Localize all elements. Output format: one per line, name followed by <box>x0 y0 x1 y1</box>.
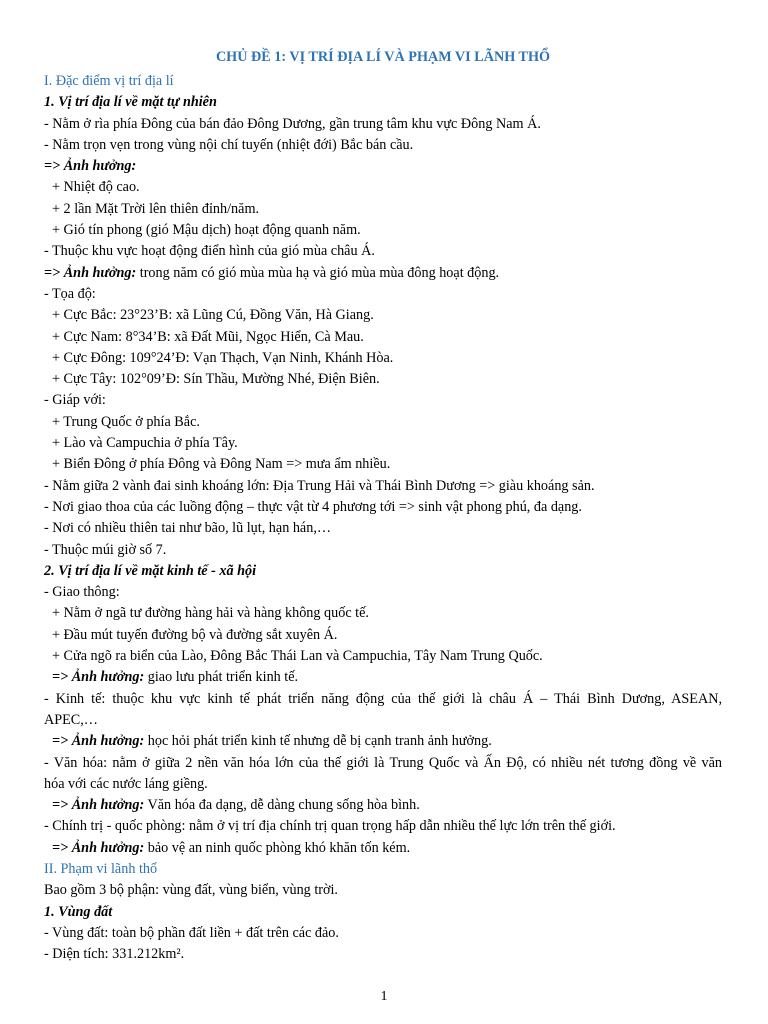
paragraph-line <box>44 156 722 177</box>
bullet-line: + Trung Quốc ở phía Bắc. <box>52 413 200 430</box>
bullet-line: + Đầu mút tuyến đường bộ và đường sắt xuyên Á. <box>52 626 338 643</box>
bullet-line: + Cửa ngõ ra biển của Lào, Đông Bắc Thái Lan và Campuchia, Tây Nam Trung Quốc. <box>52 648 543 665</box>
bullet-line: + Nhiệt độ cao. <box>52 179 140 196</box>
bullet-line: + Cực Đông: 109°24’Đ: Vạn Thạch, Vạn Ninh, Khánh Hòa. <box>52 349 394 366</box>
paragraph-line: - Thuộc khu vực hoạt động điển hình của gió mùa châu Á. <box>44 243 375 260</box>
subsection-heading: 1. Vùng đất <box>44 903 113 920</box>
paragraph-line: Bao gồm 3 bộ phận: vùng đất, vùng biển, vùng trời. <box>44 882 338 899</box>
section-heading: I. Đặc điểm vị trí địa lí <box>44 73 174 89</box>
paragraph-line: - Giao thông: <box>44 584 120 601</box>
document-page <box>44 44 722 965</box>
effect-label: => Ảnh hưởng: <box>52 669 145 686</box>
document-body <box>44 71 722 965</box>
effect-label: => Ảnh hưởng: <box>44 264 137 281</box>
section-heading: II. Phạm vi lãnh thổ <box>44 860 158 877</box>
line-text: trong năm có gió mùa mùa hạ và gió mùa mùa đông hoạt động. <box>136 264 500 281</box>
line-text: Văn hóa đa dạng, dễ dàng chung sống hòa bình. <box>144 797 420 814</box>
paragraph-line: - Nơi giao thoa của các luồng động – thực vật từ 4 phương tới => sinh vật phong phú, đa dạng. <box>44 498 582 515</box>
line-text: bảo vệ an ninh quốc phòng khó khăn tốn kém. <box>144 839 411 856</box>
bullet-line: + Cực Nam: 8°34’B: xã Đất Mũi, Ngọc Hiển, Cà Mau. <box>52 328 364 345</box>
paragraph-line: - Nằm giữa 2 vành đai sinh khoáng lớn: Địa Trung Hải và Thái Bình Dương => giàu khoáng sản. <box>44 477 595 494</box>
paragraph-line: - Diện tích: 331.212km². <box>44 946 185 963</box>
paragraph-line: - Nơi có nhiều thiên tai như bão, lũ lụt, hạn hán,… <box>44 520 332 537</box>
paragraph-line: - Tọa độ: <box>44 285 96 302</box>
paragraph-line: hóa với các nước láng giềng. <box>44 775 208 792</box>
effect-label: => Ảnh hưởng: <box>52 839 145 856</box>
bullet-line <box>44 731 722 752</box>
line-text: giao lưu phát triển kinh tế. <box>144 669 299 686</box>
bullet-line: + Cực Tây: 102°09’Đ: Sín Thầu, Mường Nhé, Điện Biên. <box>52 371 380 388</box>
paragraph-line: APEC,… <box>44 711 98 728</box>
bullet-line: + Biển Đông ở phía Đông và Đông Nam => mưa ẩm nhiều. <box>52 456 391 473</box>
paragraph-line: - Văn hóa: nằm ở giữa 2 nền văn hóa lớn của thế giới là Trung Quốc và Ấn Độ, có nhiều nét tương đồng về văn <box>44 754 722 771</box>
bullet-line <box>44 795 722 816</box>
bullet-line <box>44 838 722 859</box>
bullet-line: + Lào và Campuchia ở phía Tây. <box>52 435 238 452</box>
paragraph-line: - Chính trị - quốc phòng: nằm ở vị trí địa chính trị quan trọng hấp dẫn nhiều thế lực lớn trên thế giới. <box>44 818 616 835</box>
subsection-heading: 1. Vị trí địa lí về mặt tự nhiên <box>44 94 217 111</box>
document-title: CHỦ ĐỀ 1: VỊ TRÍ ĐỊA LÍ VÀ PHẠM VI LÃNH THỔ <box>215 49 551 65</box>
bullet-line: + Nằm ở ngã tư đường hàng hải và hàng không quốc tế. <box>52 605 369 622</box>
line-text: học hỏi phát triển kinh tế nhưng dễ bị cạnh tranh ảnh hưởng. <box>144 733 492 750</box>
effect-label: => Ảnh hưởng: <box>52 733 145 750</box>
page-number: 1 <box>380 989 388 1004</box>
paragraph-line: - Nằm ở rìa phía Đông của bán đảo Đông Dương, gần trung tâm khu vực Đông Nam Á. <box>44 115 541 132</box>
paragraph-line <box>44 263 722 284</box>
paragraph-line: - Nằm trọn vẹn trong vùng nội chí tuyến (nhiệt đới) Bắc bán cầu. <box>44 136 414 153</box>
bullet-line: + Gió tín phong (gió Mậu dịch) hoạt động quanh năm. <box>52 222 361 239</box>
paragraph-line: - Thuộc múi giờ số 7. <box>44 541 167 558</box>
paragraph-line: - Giáp với: <box>44 392 106 409</box>
paragraph-line: - Vùng đất: toàn bộ phần đất liền + đất trên các đảo. <box>44 924 339 941</box>
bullet-line <box>44 667 722 688</box>
effect-label: => Ảnh hưởng: <box>52 797 145 814</box>
paragraph-line: - Kinh tế: thuộc khu vực kinh tế phát triển năng động của thế giới là châu Á – Thái Bình Dương, ASEAN, <box>44 690 722 707</box>
effect-label: => Ảnh hưởng: <box>44 158 137 175</box>
subsection-heading: 2. Vị trí địa lí về mặt kinh tế - xã hội <box>44 562 257 579</box>
bullet-line: + 2 lần Mặt Trời lên thiên đỉnh/năm. <box>52 200 260 217</box>
bullet-line: + Cực Bắc: 23°23’B: xã Lũng Cú, Đồng Văn, Hà Giang. <box>52 307 374 324</box>
